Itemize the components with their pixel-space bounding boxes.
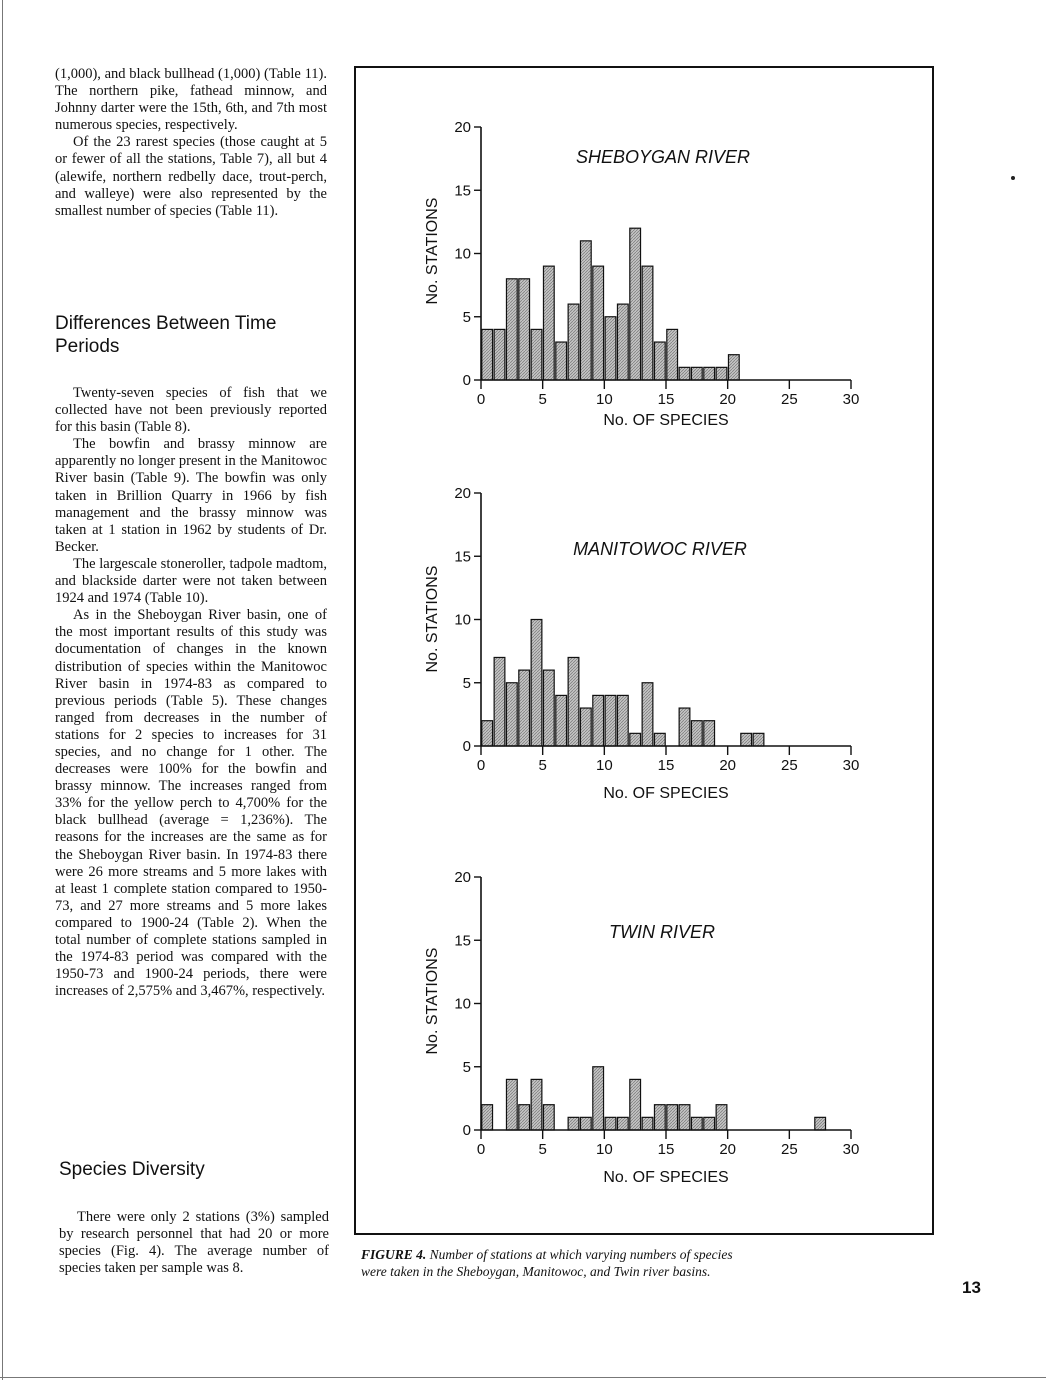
section-heading-time-periods: Differences Between Time Periods <box>55 313 277 357</box>
x-tick-label: 5 <box>538 757 547 774</box>
x-tick-label: 30 <box>842 391 860 408</box>
stray-ink-dot <box>1011 176 1015 180</box>
bar <box>617 1117 628 1130</box>
y-tick-label: 20 <box>454 485 471 502</box>
bar <box>506 683 517 746</box>
x-tick-label: 20 <box>719 757 737 774</box>
y-tick-label: 20 <box>454 119 471 136</box>
bar <box>630 1079 641 1130</box>
bar <box>630 228 641 380</box>
bar <box>679 367 690 380</box>
x-tick-label: 0 <box>476 1141 486 1158</box>
y-axis-label: No. STATIONS <box>424 947 441 1055</box>
bar <box>531 329 542 380</box>
x-tick-label: 5 <box>538 391 547 408</box>
y-tick-label: 10 <box>454 245 471 263</box>
bar <box>728 355 739 380</box>
page-number: 13 <box>962 1278 981 1297</box>
bar <box>704 721 715 746</box>
bar <box>519 670 530 746</box>
x-tick-label: 25 <box>780 757 798 774</box>
bar <box>605 317 616 380</box>
bar <box>506 1079 517 1130</box>
scan-edge-bottom <box>0 1377 1046 1378</box>
figure-charts <box>354 66 934 1235</box>
x-tick-label: 0 <box>476 391 486 408</box>
bar <box>605 695 616 746</box>
bar <box>691 721 702 746</box>
x-tick-label: 15 <box>657 391 675 408</box>
scan-edge-left <box>2 0 3 1380</box>
y-axis-label: No. STATIONS <box>424 565 441 673</box>
bar <box>482 329 493 380</box>
body-text-block-1 <box>55 66 327 220</box>
y-tick-label: 15 <box>454 182 471 200</box>
bar <box>617 304 628 380</box>
bar <box>605 1117 616 1130</box>
paragraph: There were only 2 stations (3%) sampled by research personnel that had 20 or more species (Fig. 4). The average number of species taken per sample was 8. <box>59 1209 329 1277</box>
y-tick-label: 10 <box>454 611 471 629</box>
y-tick-label: 0 <box>462 738 471 755</box>
paragraph: As in the Sheboygan River basin, one of the most important results of this study was documentation of changes in the known distribution of species within the Manitowoc River basin in 1974-83 as compared to previous periods (Table 5). These changes ranged from decreases in the number of stations for 2 species to increases for 31 species, and no change for 1 other. The decreases were 100% for the bowfin and brassy minnow. The increases ranged from 33% for the yellow perch to 4,700% for the black bullhead (average = 1,236%). The reasons for the increases are the same as for the Sheboygan River basin. In 1974-83 there were 26 more streams and 5 more lakes with at least 1 complete station compared to 1950-73, and 27 more streams and 5 more lakes compared to 1900-24 (Table 2). When the total number of complete stations sampled in the 1974-83 period was compared with the 1950-73 and 1900-24 periods, there were increases of 2,575% and 3,467%, respectively. <box>55 607 327 1000</box>
bar <box>556 342 567 380</box>
bar <box>494 657 505 746</box>
y-tick-label: 0 <box>462 1122 471 1139</box>
bar <box>704 367 715 380</box>
bar <box>679 1105 690 1130</box>
chart-title: TWIN RIVER <box>609 922 715 942</box>
bar <box>642 683 653 746</box>
bar <box>716 367 727 380</box>
bar <box>704 1117 715 1130</box>
y-tick-label: 5 <box>462 1058 471 1076</box>
y-tick-label: 10 <box>454 995 471 1013</box>
chart-title: SHEBOYGAN RIVER <box>575 147 751 167</box>
bar <box>667 329 678 380</box>
caption-text: Number of stations at which varying numbers of species were taken in the Sheboygan, Manitowoc, and Twin river basins. <box>361 1247 733 1279</box>
x-axis-label: No. OF SPECIES <box>603 1169 729 1186</box>
bar <box>506 279 517 380</box>
bar <box>568 1117 579 1130</box>
bar <box>519 1105 530 1130</box>
section-heading-species-diversity: Species Diversity <box>59 1159 205 1180</box>
bar <box>531 1079 542 1130</box>
paragraph: Of the 23 rarest species (those caught at 5 or fewer of all the stations, Table 7), all but 4 (alewife, northern redbelly dace, trout-perch, and walleye) were also represented by the smallest number of species (Table 11). <box>55 134 327 219</box>
x-axis-label: No. OF SPECIES <box>603 412 729 429</box>
y-tick-label: 0 <box>462 372 471 389</box>
bar <box>691 367 702 380</box>
x-tick-label: 25 <box>780 391 798 408</box>
x-tick-label: 25 <box>780 1141 798 1158</box>
x-tick-label: 10 <box>595 1141 613 1158</box>
bar <box>580 708 591 746</box>
bar <box>716 1105 727 1130</box>
bar <box>753 733 764 746</box>
x-tick-label: 20 <box>719 391 737 408</box>
x-tick-label: 15 <box>657 1141 675 1158</box>
bar <box>519 279 530 380</box>
bar <box>568 304 579 380</box>
bar <box>568 657 579 746</box>
bar <box>654 1105 665 1130</box>
chart-title: MANITOWOC RIVER <box>573 539 747 559</box>
bar <box>531 620 542 747</box>
x-tick-label: 5 <box>538 1141 547 1158</box>
bar <box>543 266 554 380</box>
bar <box>593 266 604 380</box>
caption-label: FIGURE 4. <box>361 1247 427 1262</box>
y-axis-label: No. STATIONS <box>424 197 441 305</box>
paragraph: The bowfin and brassy minnow are apparently no longer present in the Manitowoc River basin (Table 9). The bowfin was only taken in Brillion Quarry in 1966 by fish management and the brassy minnow was taken at 1 station in 1962 by students of Dr. Becker. <box>55 436 327 555</box>
bar <box>580 1117 591 1130</box>
figure-caption <box>361 1247 746 1280</box>
bar <box>630 733 641 746</box>
bar <box>494 329 505 380</box>
x-tick-label: 15 <box>657 757 675 774</box>
x-tick-label: 30 <box>842 1141 860 1158</box>
bar <box>482 721 493 746</box>
x-tick-label: 10 <box>595 757 613 774</box>
bar <box>679 708 690 746</box>
body-text-block-2 <box>55 385 327 1000</box>
bar <box>642 266 653 380</box>
x-tick-label: 20 <box>719 1141 737 1158</box>
y-tick-label: 5 <box>462 308 471 326</box>
paragraph: (1,000), and black bullhead (1,000) (Table 11). The northern pike, fathead minnow, and Johnny darter were the 15th, 6th, and 7th most numerous species, respectively. <box>55 66 327 134</box>
bar <box>556 695 567 746</box>
bar <box>642 1117 653 1130</box>
y-tick-label: 20 <box>454 869 471 886</box>
x-tick-label: 30 <box>842 757 860 774</box>
bar <box>617 695 628 746</box>
paragraph: The largescale stoneroller, tadpole madtom, and blackside darter were not taken between 1924 and 1974 (Table 10). <box>55 555 327 607</box>
x-tick-label: 0 <box>476 757 486 774</box>
y-tick-label: 5 <box>462 674 471 692</box>
bar <box>741 733 752 746</box>
bar <box>543 1105 554 1130</box>
bar <box>667 1105 678 1130</box>
x-tick-label: 10 <box>595 391 613 408</box>
body-text-block-3 <box>59 1209 329 1277</box>
y-tick-label: 15 <box>454 932 471 950</box>
y-tick-label: 15 <box>454 548 471 566</box>
bar <box>654 733 665 746</box>
bar <box>482 1105 493 1130</box>
paragraph: Twenty-seven species of fish that we collected have not been previously reported for this basin (Table 8). <box>55 385 327 436</box>
bar <box>593 1067 604 1130</box>
bar <box>815 1117 826 1130</box>
bar <box>691 1117 702 1130</box>
bar <box>593 695 604 746</box>
bar <box>654 342 665 380</box>
bar <box>543 670 554 746</box>
bar <box>580 241 591 380</box>
x-axis-label: No. OF SPECIES <box>603 785 729 802</box>
